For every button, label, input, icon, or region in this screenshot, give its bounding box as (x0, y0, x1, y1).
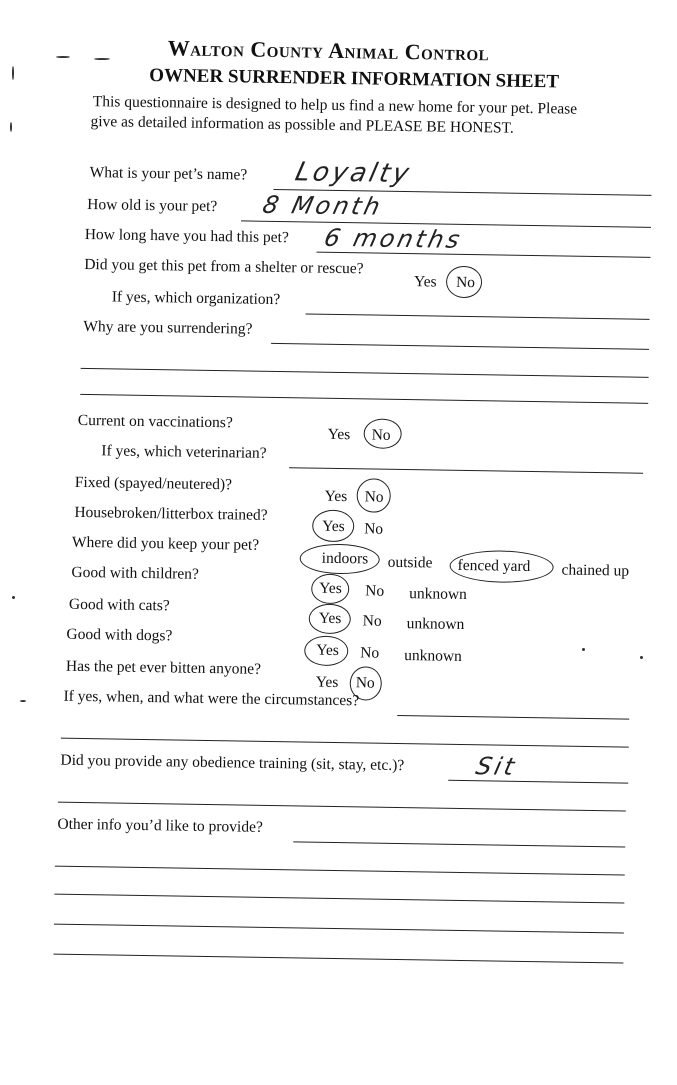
answer-how-long[interactable]: 6 months (321, 223, 466, 254)
answer-line-other-4 (54, 924, 624, 934)
cats-unknown-option[interactable]: unknown (406, 615, 465, 633)
question-vaccinations: Current on vaccinations? (77, 411, 233, 432)
shelter-no-option[interactable]: No (455, 273, 476, 292)
bitten-yes-option[interactable]: Yes (315, 673, 339, 692)
dogs-yes-option[interactable]: Yes (316, 641, 339, 660)
answer-pet-age[interactable]: 8 Month (260, 190, 386, 221)
answer-line-how-long (317, 252, 651, 258)
fixed-yes-option[interactable]: Yes (324, 487, 348, 506)
answer-line-why-3 (80, 394, 648, 404)
answer-line-other-5 (53, 954, 623, 964)
vaccinations-no-option[interactable]: No (371, 426, 391, 444)
shelter-no-circle-mark (446, 266, 482, 299)
intro-line-1: This questionnaire is designed to help us find a new home for your pet. Please (92, 93, 578, 118)
answer-training[interactable]: Sit (473, 752, 520, 781)
scan-speck (94, 58, 110, 60)
cats-yes-circle-mark (309, 604, 351, 635)
dogs-no-option[interactable]: No (360, 644, 380, 662)
form-title: Walton County Animal Control (167, 35, 490, 66)
question-organization: If yes, which organization? (111, 288, 281, 309)
fixed-no-option[interactable]: No (364, 488, 384, 506)
answer-pet-name[interactable]: Loyalty (292, 157, 415, 190)
question-bitten: Has the pet ever bitten anyone? (65, 657, 262, 678)
scan-speck (12, 596, 15, 599)
scan-speck (582, 648, 585, 651)
children-yes-option[interactable]: Yes (319, 579, 342, 598)
children-yes-circle-mark (311, 574, 349, 605)
housebroken-no-option[interactable]: No (364, 520, 384, 538)
answer-line-circumstances-2 (61, 738, 629, 748)
question-shelter: Did you get this pet from a shelter or rescue? (84, 255, 364, 278)
answer-line-training-1 (448, 780, 628, 784)
scan-speck (640, 656, 643, 659)
children-no-option[interactable]: No (365, 582, 385, 600)
dogs-unknown-option[interactable]: unknown (404, 647, 463, 665)
answer-line-why-2 (81, 368, 649, 378)
housebroken-yes-circle-mark (312, 510, 354, 543)
question-pet-age: How old is your pet? (87, 196, 218, 216)
kept-indoors-option[interactable]: indoors (321, 549, 369, 568)
question-how-long: How long have you had this pet? (84, 225, 289, 247)
answer-line-why-1 (271, 343, 649, 350)
children-unknown-option[interactable]: unknown (409, 585, 467, 604)
question-training: Did you provide any obedience training (sit, stay, etc.)? (60, 751, 405, 775)
question-cats: Good with cats? (68, 595, 170, 615)
fixed-no-circle-mark (356, 478, 391, 513)
bitten-no-option[interactable]: No (355, 674, 375, 692)
question-pet-name: What is your pet’s name? (89, 164, 248, 184)
dogs-yes-circle-mark (304, 635, 348, 666)
question-children: Good with children? (71, 563, 199, 583)
answer-line-veterinarian (289, 467, 643, 474)
kept-outside-option[interactable]: outside (387, 553, 433, 572)
housebroken-yes-option[interactable]: Yes (322, 517, 345, 536)
cats-yes-option[interactable]: Yes (318, 609, 342, 628)
vaccinations-no-circle-mark (363, 418, 401, 449)
scan-speck (12, 66, 14, 80)
question-other: Other info you’d like to provide? (57, 815, 263, 836)
question-veterinarian: If yes, which veterinarian? (101, 442, 267, 462)
scan-speck (56, 56, 70, 58)
answer-line-other-2 (55, 866, 625, 876)
kept-indoors-circle-mark (299, 543, 379, 574)
scan-speck (10, 122, 12, 132)
cats-no-option[interactable]: No (362, 612, 382, 630)
answer-line-other-3 (54, 894, 624, 904)
scan-speck (20, 700, 26, 702)
question-housebroken: Housebroken/litterbox trained? (74, 503, 268, 524)
kept-fenced-yard-option[interactable]: fenced yard (457, 556, 531, 576)
question-kept: Where did you keep your pet? (71, 533, 260, 554)
form-subtitle: OWNER SURRENDER INFORMATION SHEET (149, 64, 560, 93)
answer-line-training-2 (58, 802, 626, 812)
question-circumstances: If yes, when, and what were the circumstances? (63, 687, 360, 710)
answer-line-other-1 (293, 841, 625, 847)
question-fixed: Fixed (spayed/neutered)? (74, 473, 233, 494)
answer-line-organization (306, 313, 650, 319)
kept-fenced-yard-circle-mark (449, 550, 553, 584)
question-why: Why are you surrendering? (83, 317, 253, 338)
shelter-yes-option[interactable]: Yes (413, 273, 437, 291)
vaccinations-yes-option[interactable]: Yes (327, 425, 351, 444)
answer-line-circumstances-1 (397, 715, 629, 720)
intro-line-2: give as detailed information as possible and PLEASE BE HONEST. (90, 113, 514, 137)
kept-chained-up-option[interactable]: chained up (561, 561, 630, 580)
question-dogs: Good with dogs? (66, 625, 173, 645)
